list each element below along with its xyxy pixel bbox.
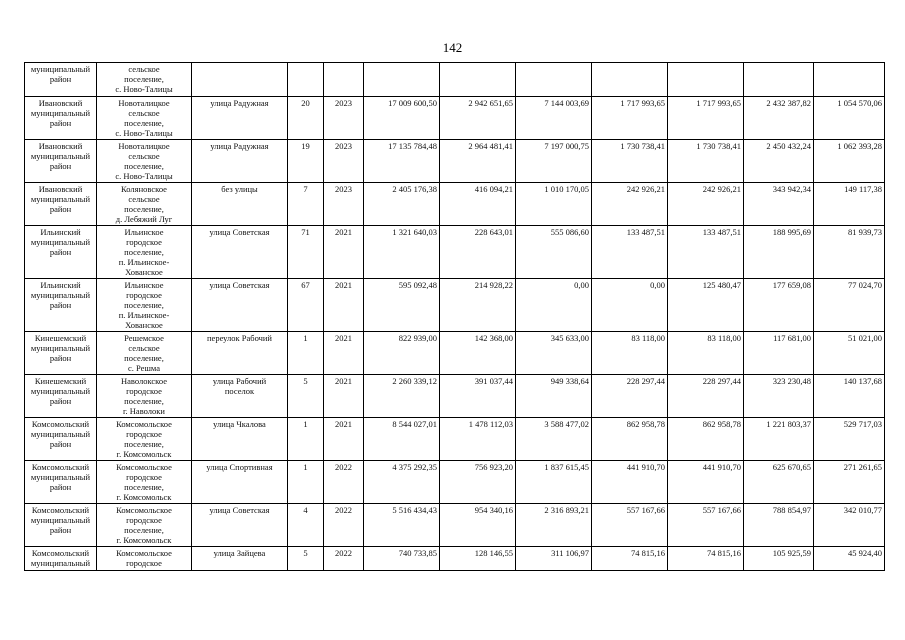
cost-3-cell: 555 086,60: [516, 226, 592, 279]
cost-2-cell: 391 037,44: [440, 375, 516, 418]
total-cost-cell: 8 544 027,01: [364, 418, 440, 461]
house-number-cell: 1: [288, 418, 324, 461]
year-cell: [324, 63, 364, 97]
settlement-cell: Новоталицкое сельское поселение, с. Ново-Талицы: [97, 140, 192, 183]
total-cost-cell: 5 516 434,43: [364, 504, 440, 547]
year-cell: 2021: [324, 332, 364, 375]
cost-2-cell: 2 942 651,65: [440, 97, 516, 140]
cost-4-cell: 74 815,16: [592, 547, 668, 571]
cost-5-cell: 125 480,47: [668, 279, 744, 332]
cost-5-cell: 862 958,78: [668, 418, 744, 461]
street-cell: улица Советская: [192, 504, 288, 547]
house-number-cell: 19: [288, 140, 324, 183]
cost-2-cell: 214 928,22: [440, 279, 516, 332]
district-cell: Ильинский муниципальный район: [25, 279, 97, 332]
street-cell: переулок Рабочий: [192, 332, 288, 375]
cost-2-cell: [440, 63, 516, 97]
house-number-cell: 4: [288, 504, 324, 547]
cost-3-cell: 2 316 893,21: [516, 504, 592, 547]
street-cell: улица Зайцева: [192, 547, 288, 571]
total-cost-cell: 4 375 292,35: [364, 461, 440, 504]
cost-7-cell: 77 024,70: [814, 279, 885, 332]
cost-7-cell: 1 054 570,06: [814, 97, 885, 140]
table-row: [25, 226, 885, 279]
total-cost-cell: 822 939,00: [364, 332, 440, 375]
year-cell: 2023: [324, 183, 364, 226]
cost-2-cell: 2 964 481,41: [440, 140, 516, 183]
settlement-cell: Коляновское сельское поселение, д. Лебяжий Луг: [97, 183, 192, 226]
district-cell: Комсомольский муниципальный: [25, 547, 97, 571]
district-cell: Кинешемский муниципальный район: [25, 375, 97, 418]
cost-2-cell: 142 368,00: [440, 332, 516, 375]
cost-7-cell: 45 924,40: [814, 547, 885, 571]
cost-3-cell: 7 197 000,75: [516, 140, 592, 183]
total-cost-cell: 2 405 176,38: [364, 183, 440, 226]
cost-7-cell: 529 717,03: [814, 418, 885, 461]
cost-3-cell: 345 633,00: [516, 332, 592, 375]
cost-3-cell: 3 588 477,02: [516, 418, 592, 461]
settlement-cell: Наволокское городское поселение, г. Наволоки: [97, 375, 192, 418]
house-number-cell: [288, 63, 324, 97]
page-number: 142: [442, 40, 463, 55]
cost-6-cell: [744, 63, 814, 97]
cost-7-cell: 140 137,68: [814, 375, 885, 418]
cost-6-cell: 2 450 432,24: [744, 140, 814, 183]
cost-5-cell: 1 717 993,65: [668, 97, 744, 140]
house-number-cell: 67: [288, 279, 324, 332]
district-cell: Ивановский муниципальный район: [25, 140, 97, 183]
registry-table: [24, 62, 885, 571]
year-cell: 2022: [324, 461, 364, 504]
cost-7-cell: [814, 63, 885, 97]
street-cell: улица Рабочий поселок: [192, 375, 288, 418]
table-row: [25, 461, 885, 504]
year-cell: 2022: [324, 547, 364, 571]
cost-2-cell: 1 478 112,03: [440, 418, 516, 461]
cost-2-cell: 228 643,01: [440, 226, 516, 279]
cost-3-cell: 311 106,97: [516, 547, 592, 571]
cost-3-cell: [516, 63, 592, 97]
street-cell: улица Советская: [192, 279, 288, 332]
cost-4-cell: 1 717 993,65: [592, 97, 668, 140]
street-cell: улица Спортивная: [192, 461, 288, 504]
table-row: [25, 332, 885, 375]
cost-6-cell: 625 670,65: [744, 461, 814, 504]
district-cell: Комсомольский муниципальный район: [25, 504, 97, 547]
total-cost-cell: 2 260 339,12: [364, 375, 440, 418]
house-number-cell: 7: [288, 183, 324, 226]
cost-6-cell: 105 925,59: [744, 547, 814, 571]
settlement-cell: Комсомольское городское поселение, г. Комсомольск: [97, 461, 192, 504]
cost-3-cell: 949 338,64: [516, 375, 592, 418]
year-cell: 2021: [324, 375, 364, 418]
cost-5-cell: 83 118,00: [668, 332, 744, 375]
table-row: [25, 418, 885, 461]
cost-4-cell: 228 297,44: [592, 375, 668, 418]
settlement-cell: Ильинское городское поселение, п. Ильинское- Хованское: [97, 226, 192, 279]
cost-7-cell: 81 939,73: [814, 226, 885, 279]
year-cell: 2021: [324, 418, 364, 461]
cost-7-cell: 271 261,65: [814, 461, 885, 504]
house-number-cell: 20: [288, 97, 324, 140]
cost-2-cell: 128 146,55: [440, 547, 516, 571]
settlement-cell: Ильинское городское поселение, п. Ильинское- Хованское: [97, 279, 192, 332]
cost-5-cell: 1 730 738,41: [668, 140, 744, 183]
district-cell: Ильинский муниципальный район: [25, 226, 97, 279]
cost-2-cell: 756 923,20: [440, 461, 516, 504]
cost-6-cell: 2 432 387,82: [744, 97, 814, 140]
district-cell: Комсомольский муниципальный район: [25, 418, 97, 461]
table-row: [25, 279, 885, 332]
cost-6-cell: 188 995,69: [744, 226, 814, 279]
cost-5-cell: [668, 63, 744, 97]
total-cost-cell: 595 092,48: [364, 279, 440, 332]
total-cost-cell: 17 135 784,48: [364, 140, 440, 183]
year-cell: 2021: [324, 226, 364, 279]
settlement-cell: Решемское сельское поселение, с. Решма: [97, 332, 192, 375]
cost-5-cell: 557 167,66: [668, 504, 744, 547]
cost-5-cell: 133 487,51: [668, 226, 744, 279]
settlement-cell: Комсомольское городское поселение, г. Комсомольск: [97, 504, 192, 547]
cost-2-cell: 954 340,16: [440, 504, 516, 547]
table-row: [25, 97, 885, 140]
house-number-cell: 5: [288, 375, 324, 418]
cost-7-cell: 149 117,38: [814, 183, 885, 226]
cost-5-cell: 228 297,44: [668, 375, 744, 418]
cost-6-cell: 323 230,48: [744, 375, 814, 418]
year-cell: 2021: [324, 279, 364, 332]
cost-5-cell: 74 815,16: [668, 547, 744, 571]
year-cell: 2022: [324, 504, 364, 547]
district-cell: муниципальный район: [25, 63, 97, 97]
cost-6-cell: 177 659,08: [744, 279, 814, 332]
district-cell: Кинешемский муниципальный район: [25, 332, 97, 375]
cost-4-cell: 862 958,78: [592, 418, 668, 461]
street-cell: без улицы: [192, 183, 288, 226]
cost-5-cell: 242 926,21: [668, 183, 744, 226]
district-cell: Комсомольский муниципальный район: [25, 461, 97, 504]
cost-4-cell: 133 487,51: [592, 226, 668, 279]
street-cell: улица Радужная: [192, 140, 288, 183]
district-cell: Ивановский муниципальный район: [25, 183, 97, 226]
house-number-cell: 71: [288, 226, 324, 279]
table-row: [25, 504, 885, 547]
cost-3-cell: 7 144 003,69: [516, 97, 592, 140]
cost-4-cell: 0,00: [592, 279, 668, 332]
cost-4-cell: 441 910,70: [592, 461, 668, 504]
settlement-cell: Новоталицкое сельское поселение, с. Ново-Талицы: [97, 97, 192, 140]
cost-6-cell: 788 854,97: [744, 504, 814, 547]
cost-7-cell: 342 010,77: [814, 504, 885, 547]
cost-4-cell: 242 926,21: [592, 183, 668, 226]
cost-5-cell: 441 910,70: [668, 461, 744, 504]
cost-6-cell: 117 681,00: [744, 332, 814, 375]
cost-4-cell: 83 118,00: [592, 332, 668, 375]
street-cell: [192, 63, 288, 97]
table-row: [25, 183, 885, 226]
year-cell: 2023: [324, 140, 364, 183]
cost-2-cell: 416 094,21: [440, 183, 516, 226]
cost-3-cell: 1 010 170,05: [516, 183, 592, 226]
year-cell: 2023: [324, 97, 364, 140]
table-body: [25, 63, 885, 571]
cost-4-cell: 1 730 738,41: [592, 140, 668, 183]
total-cost-cell: 1 321 640,03: [364, 226, 440, 279]
table-row: [25, 140, 885, 183]
total-cost-cell: 17 009 600,50: [364, 97, 440, 140]
cost-6-cell: 1 221 803,37: [744, 418, 814, 461]
house-number-cell: 5: [288, 547, 324, 571]
cost-4-cell: [592, 63, 668, 97]
settlement-cell: Комсомольское городское поселение, г. Комсомольск: [97, 418, 192, 461]
total-cost-cell: 740 733,85: [364, 547, 440, 571]
street-cell: улица Чкалова: [192, 418, 288, 461]
cost-7-cell: 1 062 393,28: [814, 140, 885, 183]
settlement-cell: Комсомольское городское: [97, 547, 192, 571]
total-cost-cell: [364, 63, 440, 97]
table-row: [25, 547, 885, 571]
cost-3-cell: 0,00: [516, 279, 592, 332]
settlement-cell: сельское поселение, с. Ново-Талицы: [97, 63, 192, 97]
cost-3-cell: 1 837 615,45: [516, 461, 592, 504]
street-cell: улица Советская: [192, 226, 288, 279]
district-cell: Ивановский муниципальный район: [25, 97, 97, 140]
table-row: [25, 63, 885, 97]
house-number-cell: 1: [288, 332, 324, 375]
cost-7-cell: 51 021,00: [814, 332, 885, 375]
house-number-cell: 1: [288, 461, 324, 504]
table-row: [25, 375, 885, 418]
cost-6-cell: 343 942,34: [744, 183, 814, 226]
street-cell: улица Радужная: [192, 97, 288, 140]
cost-4-cell: 557 167,66: [592, 504, 668, 547]
